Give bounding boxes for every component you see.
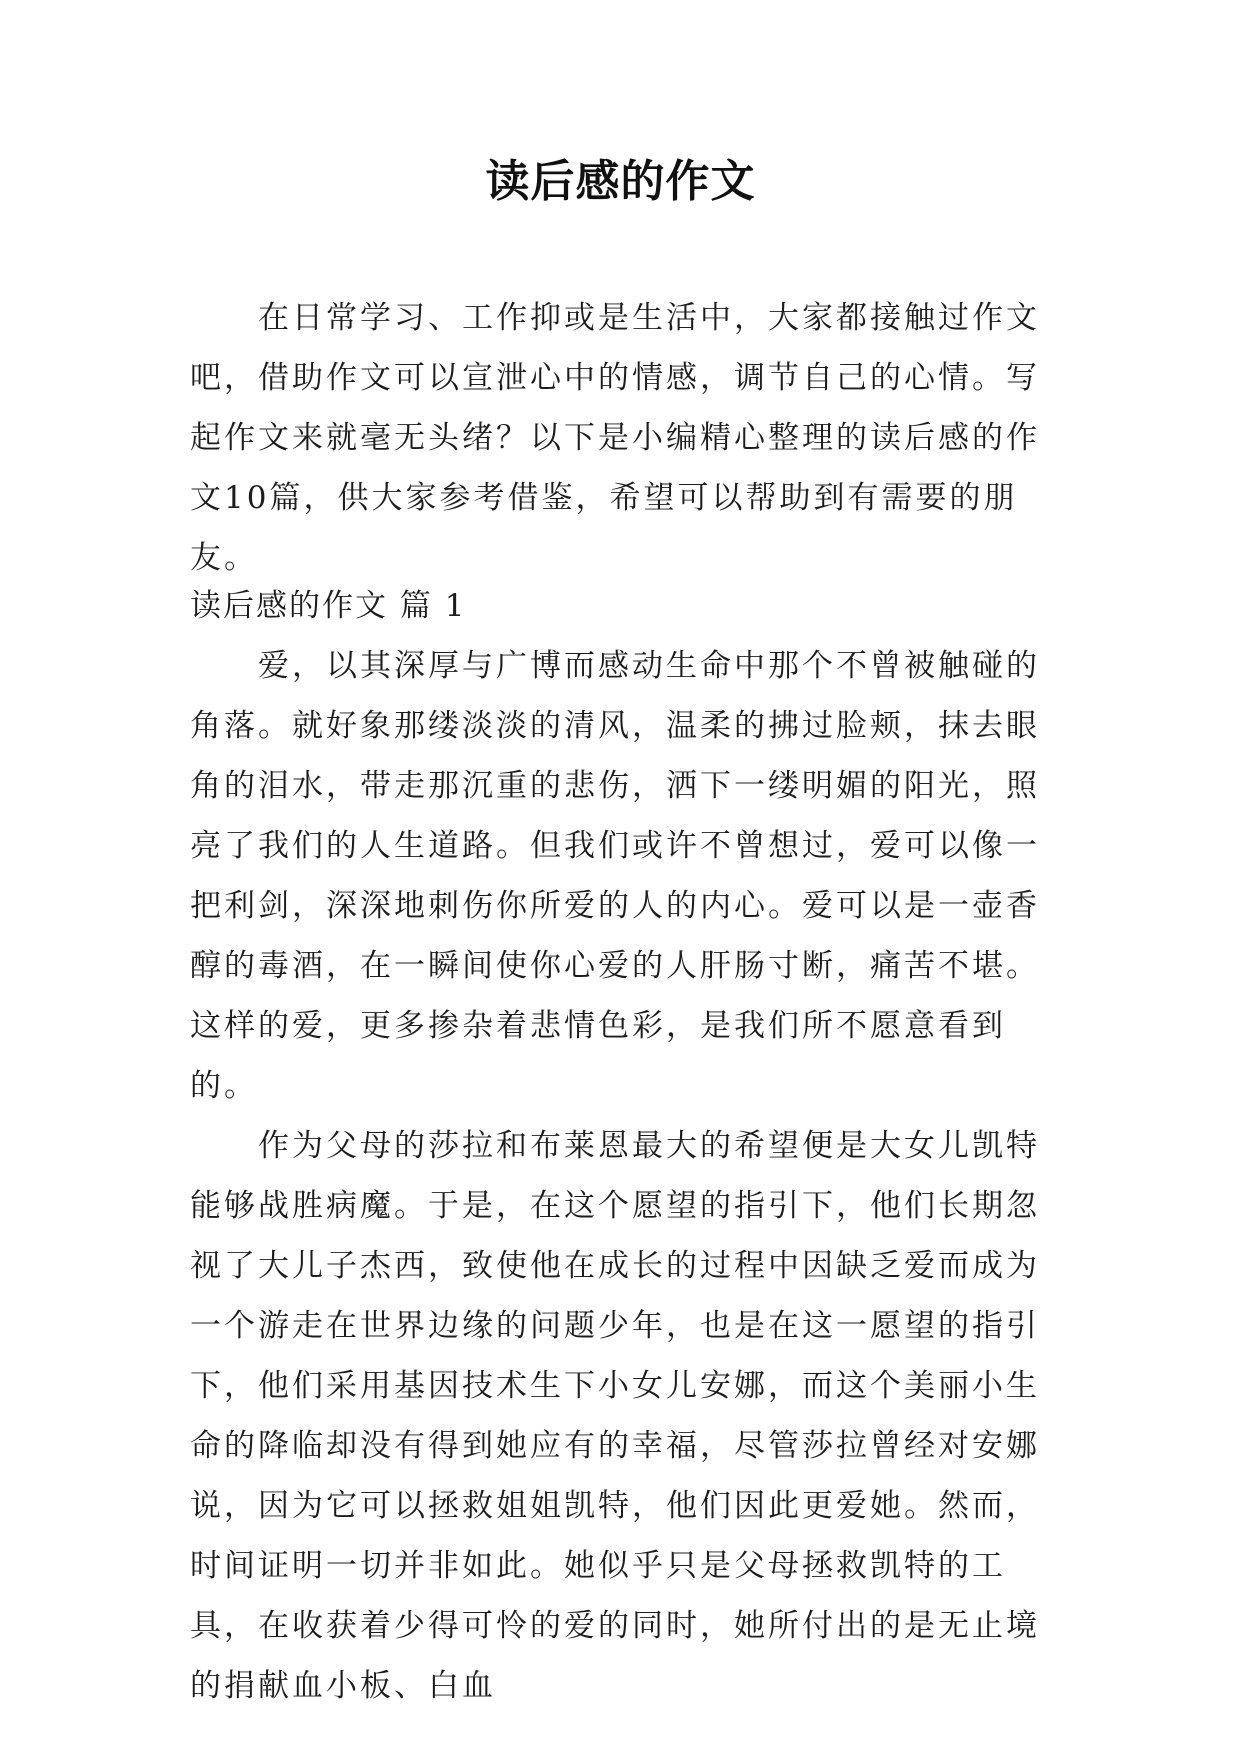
intro-paragraph: 在日常学习、工作抑或是生活中，大家都接触过作文吧，借助作文可以宣泄心中的情感，调节自己的心情。写起作文来就毫无头绪？以下是小编精心整理的读后感的作文10篇，供大家参考借鉴，希望可以帮助到有需要的朋友。 [190, 300, 1040, 576]
section-1 [190, 576, 1062, 1716]
document-title: 读后感的作文 [485, 156, 756, 207]
intro-block [190, 288, 1062, 588]
body-paragraph-1: 爱，以其深厚与广博而感动生命中那个不曾被触碰的角落。就好象那缕淡淡的清风，温柔的拂过脸颊，抹去眼角的泪水，带走那沉重的悲伤，洒下一缕明媚的阳光，照亮了我们的人生道路。但我们或许不曾想过，爱可以像一把利剑，深深地刺伤你所爱的人的内心。爱可以是一壶香醇的毒酒，在一瞬间使你心爱的人肝肠寸断，痛苦不堪。这样的爱，更多掺杂着悲情色彩，是我们所不愿意看到的。 [190, 648, 1040, 1104]
body-paragraph-2: 作为父母的莎拉和布莱恩最大的希望便是大女儿凯特能够战胜病魔。于是，在这个愿望的指引下，他们长期忽视了大儿子杰西，致使他在成长的过程中因缺乏爱而成为一个游走在世界边缘的问题少年，也是在这一愿望的指引下，他们采用基因技术生下小女儿安娜，而这个美丽小生命的降临却没有得到她应有的幸福，尽管莎拉曾经对安娜说，因为它可以拯救姐姐凯特，他们因此更爱她。然而，时间证明一切并非如此。她似乎只是父母拯救凯特的工具，在收获着少得可怜的爱的同时，她所付出的是无止境的捐献血小板、白血 [190, 1128, 1040, 1704]
section-heading: 读后感的作文 篇 1 [190, 588, 467, 624]
